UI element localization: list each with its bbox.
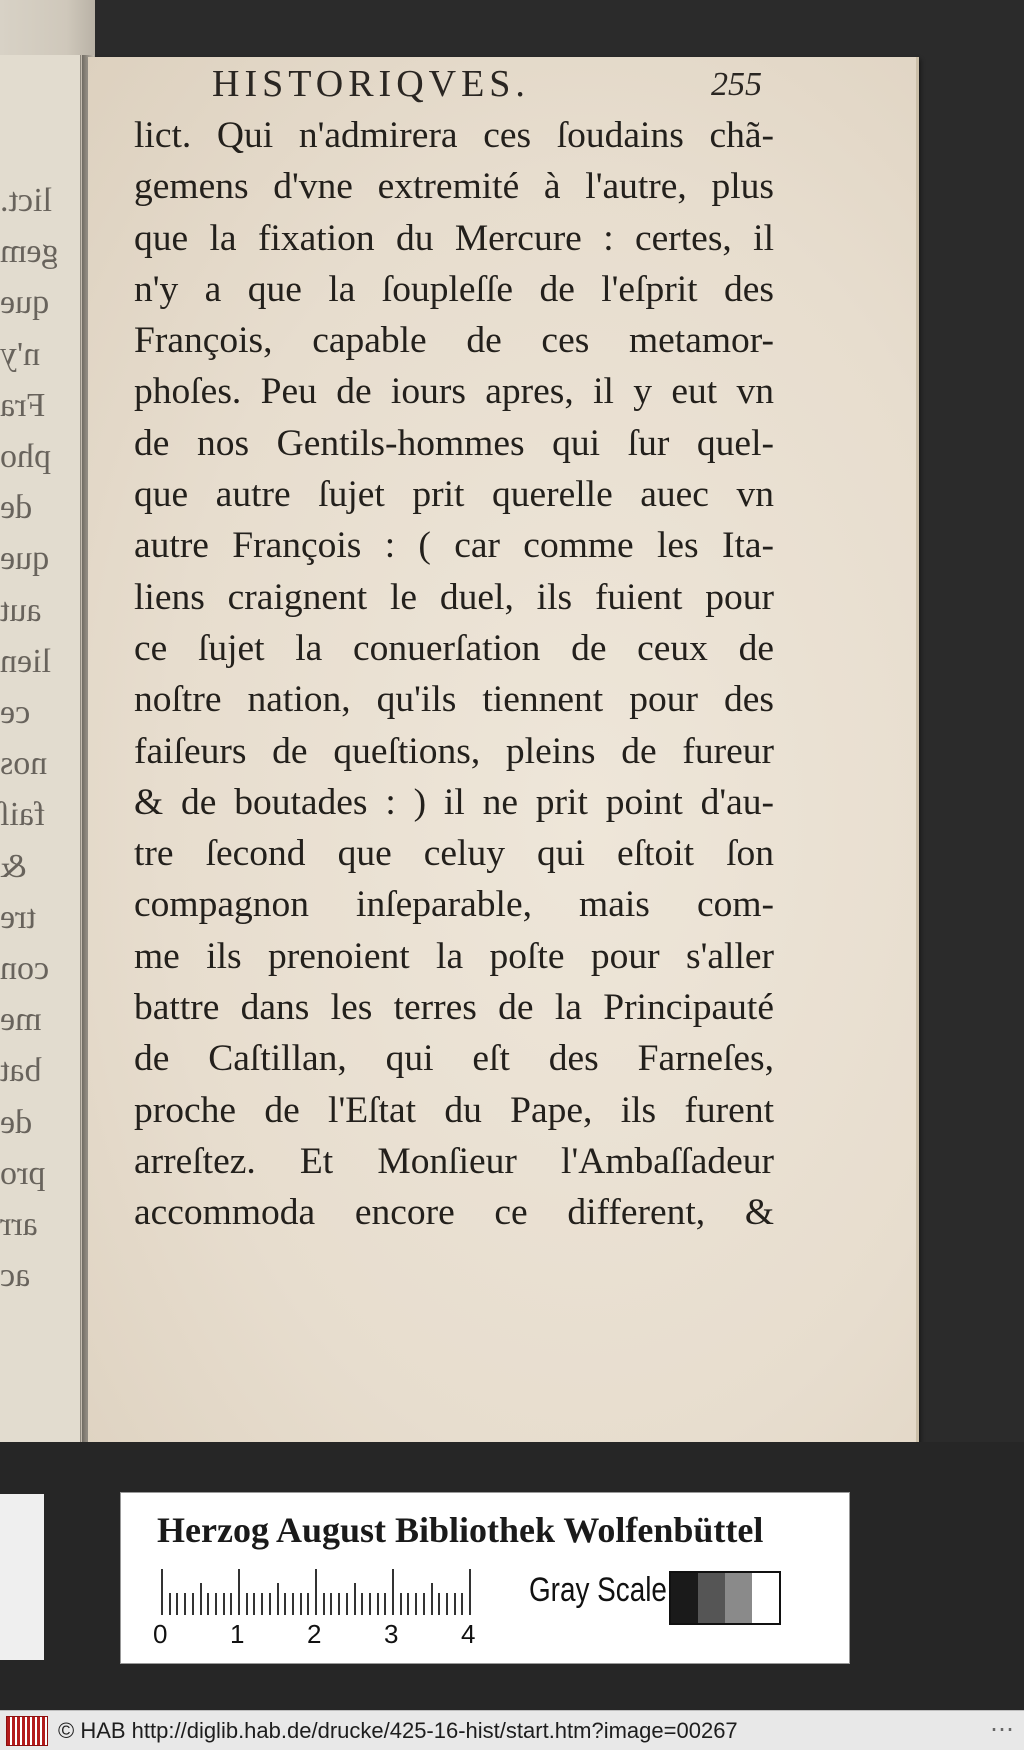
previous-page-fragment: con [0, 950, 50, 988]
ruler-tick [384, 1593, 386, 1615]
previous-page-fragment: Fra [0, 386, 46, 424]
ruler-tick [169, 1593, 171, 1615]
previous-page-fragment: me [0, 1001, 42, 1039]
text-line: compagnon inſeparable, mais com- [134, 884, 774, 926]
ruler-tick [346, 1593, 348, 1615]
text-line: François, capable de ces metamor- [134, 320, 774, 362]
previous-page-fragment: de [0, 489, 33, 527]
ruler-tick [446, 1593, 448, 1615]
ruler-tick [330, 1593, 332, 1615]
ellipsis-icon[interactable]: ⋯ [990, 1716, 1014, 1743]
ruler-tick [431, 1583, 433, 1615]
previous-page-fragment: & [0, 847, 27, 885]
ruler-tick [300, 1593, 302, 1615]
text-line: liens craignent le duel, ils fuient pour [134, 576, 774, 618]
ruler-tick [338, 1593, 340, 1615]
text-line: ce ſujet la conuerſation de ceux de [134, 627, 774, 669]
ruler-tick [415, 1593, 417, 1615]
previous-page-fragment: lict. [0, 182, 52, 219]
previous-page-fragment: arr [0, 1206, 38, 1244]
gray-swatch [725, 1573, 752, 1623]
previous-page-fragment: pro [0, 1154, 46, 1192]
text-line: gemens d'vne extremité à l'autre, plus [134, 166, 774, 208]
ruler-tick [454, 1593, 456, 1615]
ruler-tick [223, 1593, 225, 1615]
previous-page-fragment: bat [0, 1052, 42, 1090]
page-body-text [134, 110, 774, 1239]
previous-page-fragment: ce [0, 694, 31, 732]
gray-scale-swatches [669, 1571, 781, 1625]
ruler-tick [438, 1593, 440, 1615]
ruler-tick [307, 1593, 309, 1615]
ruler-tick [284, 1593, 286, 1615]
previous-page-text [0, 175, 75, 1301]
text-line: tre ſecond que celuy qui eſtoit ſon [134, 833, 774, 875]
text-line: me ils prenoient la poſte pour s'aller [134, 935, 774, 977]
ruler-tick [261, 1593, 263, 1615]
ruler-tick [354, 1583, 356, 1615]
previous-page-fragment: lien [0, 642, 51, 680]
previous-page-fragment: faiſ [0, 796, 46, 834]
previous-page-fragment: que [0, 540, 50, 578]
ruler-tick [423, 1593, 425, 1615]
ruler-tick [207, 1593, 209, 1615]
previous-page-fragment: pho [0, 438, 51, 476]
ruler-tick [407, 1593, 409, 1615]
text-line: de Caſtillan, qui eſt des Farneſes, [134, 1038, 774, 1080]
ruler-number: 3 [384, 1619, 399, 1649]
ruler-tick [184, 1593, 186, 1615]
ruler-tick [246, 1593, 248, 1615]
ruler-tick [161, 1569, 163, 1615]
text-line: de nos Gentils-hommes qui ſur quel- [134, 422, 774, 464]
previous-page-fragment: nos [0, 745, 48, 783]
gray-swatch [752, 1573, 779, 1623]
ruler-tick [238, 1569, 240, 1615]
library-title: Herzog August Bibliothek Wolfenbüttel [157, 1510, 764, 1550]
ruler-tick [215, 1593, 217, 1615]
gray-swatch [698, 1573, 725, 1623]
text-line: faiſeurs de queſtions, pleins de fureur [134, 730, 774, 772]
hab-logo-icon [6, 1716, 48, 1746]
ruler-number: 0 [153, 1619, 168, 1649]
ruler-tick [392, 1569, 394, 1615]
ruler-tick [369, 1593, 371, 1615]
text-line: phoſes. Peu de iours apres, il y eut vn [134, 371, 774, 413]
ruler-tick [176, 1593, 178, 1615]
status-bar [0, 1710, 1024, 1750]
ruler-tick [230, 1593, 232, 1615]
gray-scale-label: Gray Scale [529, 1571, 667, 1609]
copyright-url[interactable]: © HAB http://diglib.hab.de/drucke/425-16-hist/start.htm?image=00267 [58, 1717, 738, 1743]
previous-page-fragment: gem [0, 233, 59, 271]
ruler-tick [361, 1593, 363, 1615]
text-line: lict. Qui n'admirera ces ſoudains chã- [134, 115, 774, 156]
text-line: battre dans les terres de la Principauté [134, 987, 774, 1029]
previous-page-fragment: tre [0, 898, 36, 936]
text-line: que autre ſujet prit querelle auec vn [134, 474, 774, 516]
text-line: n'y a que la ſoupleſſe de l'eſprit des [134, 268, 774, 310]
text-line: & de boutades : ) il ne prit point d'au- [134, 781, 774, 823]
previous-page-fragment: n'y [0, 335, 41, 373]
text-line: accommoda encore ce different, & [134, 1192, 774, 1234]
ruler-tick [200, 1583, 202, 1615]
ruler-number: 4 [461, 1619, 476, 1649]
ruler-tick [461, 1593, 463, 1615]
ruler-tick [292, 1593, 294, 1615]
ruler-tick [269, 1593, 271, 1615]
running-head: HISTORIQVES. [212, 63, 530, 105]
ruler-tick [323, 1593, 325, 1615]
previous-page-fragment: de [0, 1103, 33, 1141]
text-line: arreſtez. Et Monſieur l'Ambaſſadeur [134, 1140, 774, 1182]
text-line: que la fixation du Mercure : certes, il [134, 217, 774, 259]
centimeter-ruler [161, 1569, 461, 1615]
text-line: proche de l'Eſtat du Pape, ils furent [134, 1089, 774, 1131]
ruler-number: 2 [307, 1619, 322, 1649]
previous-page-fragment: que [0, 284, 50, 322]
text-line: noſtre nation, qu'ils tiennent pour des [134, 679, 774, 721]
ruler-numbers [153, 1619, 483, 1653]
ruler-number: 1 [230, 1619, 245, 1649]
color-reference-card [120, 1492, 850, 1664]
ruler-tick [192, 1593, 194, 1615]
text-line: autre François : ( car comme les Ita- [134, 525, 774, 567]
previous-page-fragment: ac [0, 1257, 31, 1295]
ruler-tick [253, 1593, 255, 1615]
previous-page-leaf [0, 55, 81, 1445]
ruler-tick [400, 1593, 402, 1615]
previous-page-fragment: aut [0, 591, 42, 629]
page-header [122, 62, 762, 114]
ruler-tick [469, 1569, 471, 1615]
page-number: 255 [711, 66, 762, 103]
ruler-tick [315, 1569, 317, 1615]
ruler-tick [377, 1593, 379, 1615]
neighbor-color-card [0, 1494, 44, 1660]
gray-swatch [671, 1573, 698, 1623]
ruler-tick [277, 1583, 279, 1615]
